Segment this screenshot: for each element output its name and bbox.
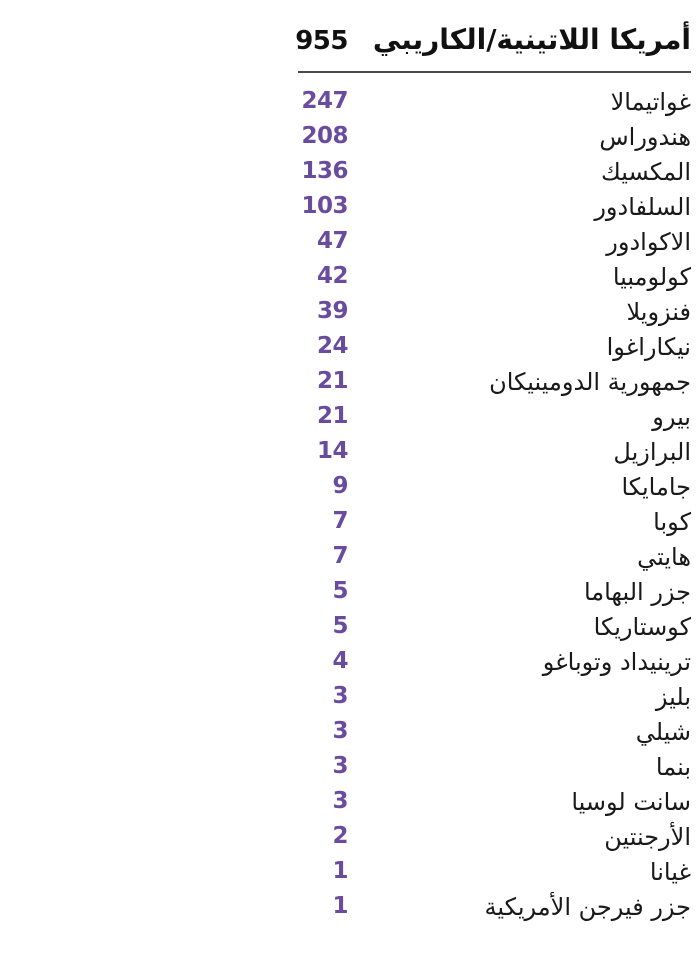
table-row (298, 294, 691, 329)
table-body (298, 73, 691, 924)
country-value: 1 (332, 893, 348, 920)
table-row (298, 469, 691, 504)
table-row (298, 259, 691, 294)
country-value: 208 (301, 123, 348, 150)
table-row (298, 119, 691, 154)
table-row (298, 504, 691, 539)
table-row (298, 644, 691, 679)
country-label: كوستاريكا (593, 612, 691, 641)
country-value: 42 (316, 263, 348, 290)
country-label: فنزويلا (626, 297, 691, 326)
table-row (298, 539, 691, 574)
table-row (298, 714, 691, 749)
country-label: غيانا (649, 857, 691, 886)
country-label: السلفادور (594, 192, 691, 221)
country-value: 47 (316, 228, 348, 255)
table-header (295, 0, 691, 73)
table-row (298, 854, 691, 889)
country-label: هايتي (637, 542, 691, 571)
table-row (298, 574, 691, 609)
country-value: 14 (316, 438, 348, 465)
country-value: 4 (332, 648, 348, 675)
country-value: 247 (301, 88, 348, 115)
country-value: 21 (316, 368, 348, 395)
region-title: أمريكا اللاتينية/الكاريبي (372, 23, 691, 56)
country-label: ترينيداد وتوباغو (542, 647, 691, 676)
country-value: 7 (332, 543, 348, 570)
table-row (298, 364, 691, 399)
table-row (298, 749, 691, 784)
country-value: 7 (332, 508, 348, 535)
table-row (298, 819, 691, 854)
country-label: بنما (655, 752, 691, 781)
country-value: 5 (332, 613, 348, 640)
country-label: كولومبيا (612, 262, 691, 291)
country-label: كوبا (653, 507, 691, 536)
table-row (298, 399, 691, 434)
country-label: الاكوادور (606, 227, 691, 256)
country-value: 24 (316, 333, 348, 360)
country-value: 1 (332, 858, 348, 885)
country-label: شيلي (635, 717, 691, 746)
region-table (295, 0, 691, 924)
country-value: 136 (301, 158, 348, 185)
region-total: 955 (295, 26, 348, 56)
country-label: المكسيك (601, 157, 691, 186)
country-label: غواتيمالا (610, 87, 691, 116)
table-row (298, 889, 691, 924)
country-label: البرازيل (613, 437, 691, 466)
country-label: الأرجنتين (604, 822, 691, 851)
country-value: 39 (316, 298, 348, 325)
country-label: جزر فيرجن الأمريكية (484, 892, 691, 921)
table-row (298, 224, 691, 259)
country-label: سانت لوسيا (571, 787, 691, 816)
country-value: 9 (332, 473, 348, 500)
country-value: 103 (301, 193, 348, 220)
table-row (298, 609, 691, 644)
table-row (298, 784, 691, 819)
country-value: 5 (332, 578, 348, 605)
country-value: 3 (332, 788, 348, 815)
country-value: 2 (332, 823, 348, 850)
country-label: بيرو (652, 402, 691, 431)
country-label: جمهورية الدومينيكان (489, 367, 691, 396)
table-row (298, 434, 691, 469)
country-label: جزر البهاما (583, 577, 691, 606)
table-row (298, 679, 691, 714)
table-row (298, 84, 691, 119)
country-label: جامايكا (621, 472, 691, 501)
table-row (298, 329, 691, 364)
country-label: هندوراس (599, 122, 691, 151)
country-label: نيكاراغوا (606, 332, 691, 361)
country-value: 3 (332, 718, 348, 745)
table-row (298, 189, 691, 224)
country-value: 3 (332, 753, 348, 780)
country-value: 3 (332, 683, 348, 710)
country-value: 21 (316, 403, 348, 430)
country-label: بليز (655, 682, 691, 711)
table-row (298, 154, 691, 189)
